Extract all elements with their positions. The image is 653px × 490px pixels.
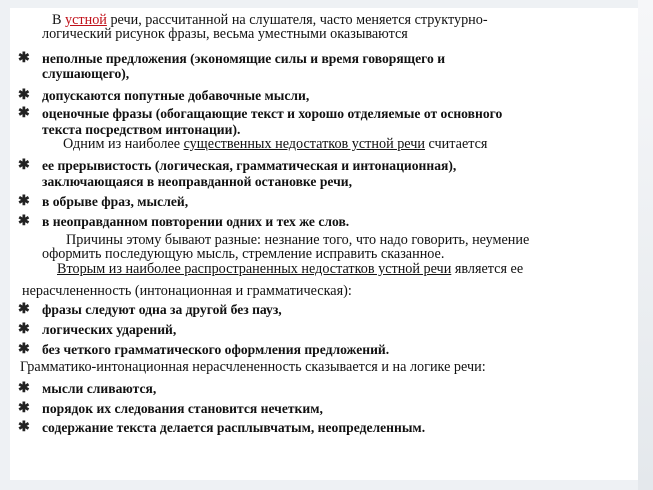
- list-item: фразы следуют одна за другой без пауз,: [42, 302, 282, 317]
- paragraph-5: Грамматико-интонационная нерасчлененность сказывается и на логике речи:: [20, 359, 486, 375]
- bullet-icon: ✱: [18, 401, 30, 416]
- list-item-continuation: заключающаяся в неоправданной остановке речи,: [42, 174, 352, 189]
- p2-underlined: существенных недостатков устной речи: [183, 136, 425, 152]
- p2-prefix: Одним из наиболее: [63, 136, 184, 152]
- bullet-icon: ✱: [18, 88, 30, 103]
- list-item: допускаются попутные добавочные мысли,: [42, 88, 310, 103]
- p2-suffix: считается: [424, 136, 488, 152]
- bullet-icon: ✱: [18, 322, 30, 337]
- bullet-icon: ✱: [18, 420, 30, 435]
- bullet-icon: ✱: [18, 302, 30, 317]
- list-item: неполные предложения (экономящие силы и время говорящего и: [42, 51, 446, 66]
- bullet-icon: ✱: [18, 194, 30, 209]
- list-item: ее прерывистость (логическая, грамматическая и интонационная),: [42, 158, 457, 173]
- paragraph-1-line-2: логический рисунок фразы, весьма уместными оказываются: [42, 26, 408, 42]
- list-item-continuation: текста посредством интонации).: [42, 122, 241, 137]
- paragraph-3-line-2: оформить последующую мысль, стремление исправить сказанное.: [42, 246, 445, 262]
- paragraph-3-line-1: Причины этому бывают разные: незнание того, что надо говорить, неумение: [66, 232, 530, 248]
- bullet-icon: ✱: [18, 381, 30, 396]
- paragraph-2: [63, 137, 487, 152]
- p1-prefix: В: [52, 12, 66, 28]
- document-page: [10, 8, 638, 480]
- bullet-icon: ✱: [18, 51, 30, 66]
- list-item-continuation: слушающего),: [42, 66, 130, 81]
- bullet-icon: ✱: [18, 158, 30, 173]
- p1-suffix: речи, рассчитанной на слушателя, часто меняется структурно-: [106, 12, 488, 28]
- bullet-icon: ✱: [18, 106, 30, 121]
- p4-suffix: является ее: [451, 261, 524, 277]
- list-item: мысли сливаются,: [42, 381, 157, 396]
- right-margin-strip: [638, 0, 653, 490]
- paragraph-4-line-2: нерасчлененность (интонационная и грамматическая):: [22, 283, 352, 299]
- p4-underlined: Вторым из наиболее распространенных недостатков устной речи: [57, 261, 452, 277]
- list-item: оценочные фразы (обогащающие текст и хорошо отделяемые от основного: [42, 106, 503, 121]
- bullet-icon: ✱: [18, 342, 30, 357]
- list-item: порядок их следования становится нечетким,: [42, 401, 323, 416]
- paragraph-4-line-1: [57, 262, 523, 277]
- list-item: логических ударений,: [42, 322, 177, 337]
- list-item: содержание текста делается расплывчатым, неопределенным.: [42, 420, 426, 435]
- list-item: без четкого грамматического оформления предложений.: [42, 342, 390, 357]
- highlighted-word: устной: [65, 12, 107, 28]
- list-item: в обрыве фраз, мыслей,: [42, 194, 189, 209]
- bullet-icon: ✱: [18, 214, 30, 229]
- list-item: в неоправданном повторении одних и тех же слов.: [42, 214, 350, 229]
